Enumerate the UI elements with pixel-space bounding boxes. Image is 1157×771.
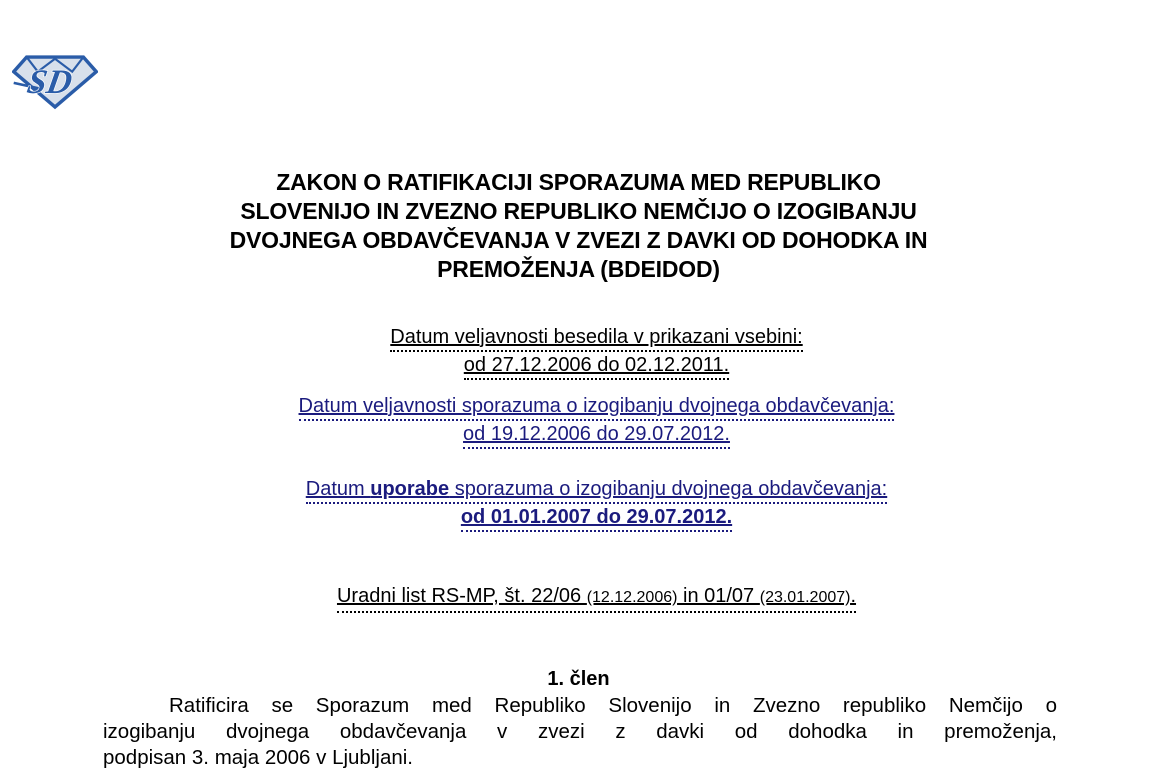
agreement-application-dates-link[interactable] (36, 476, 1157, 532)
gazette-period: . (850, 585, 857, 607)
gazette-date-2: (23.01.2007) (759, 589, 851, 606)
label-suffix: sporazuma o izogibanju dvojnega obdavčevanja: (449, 478, 888, 500)
title-line: DVOJNEGA OBDAVČEVANJA V ZVEZI Z DAVKI OD DOHODKA IN (229, 227, 928, 253)
sd-diamond-logo (12, 54, 98, 110)
paragraph-line: izogibanju dvojnega obdavčevanja v zvezi z davki od dohodka in premoženja, (103, 720, 1057, 743)
gazette-date-1: (12.12.2006) (586, 589, 678, 606)
text-validity-range[interactable]: od 27.12.2006 do 02.12.2011. (464, 353, 729, 380)
agreement-application-label[interactable] (306, 477, 887, 504)
agreement-validity-dates-link[interactable] (36, 393, 1157, 449)
gazette-reference[interactable] (337, 584, 856, 613)
article-1-body (103, 693, 1057, 771)
title-line: SLOVENIJO IN ZVEZNO REPUBLIKO NEMČIJO O IZOGIBANJU (240, 198, 917, 224)
official-gazette-reference-link[interactable] (36, 583, 1157, 613)
title-line: ZAKON O RATIFIKACIJI SPORAZUMA MED REPUBLIKO (276, 169, 881, 195)
text-validity-dates-link[interactable] (36, 324, 1157, 380)
validity-links-column (0, 324, 1157, 613)
diamond-icon (12, 54, 98, 110)
agreement-validity-label[interactable]: Datum veljavnosti sporazuma o izogibanju dvojnega obdavčevanja: (299, 394, 895, 421)
gazette-main: Uradni list RS-MP, št. 22/06 (336, 585, 587, 607)
article-1-heading: 1. člen (547, 668, 610, 690)
paragraph-line: Ratificira se Sporazum med Republiko Slovenijo in Zvezno republiko Nemčijo o (169, 694, 1057, 717)
paragraph-line: podpisan 3. maja 2006 v Ljubljani. (103, 746, 413, 769)
title-line: PREMOŽENJA (BDEIDOD) (437, 256, 720, 282)
agreement-validity-range[interactable]: od 19.12.2006 do 29.07.2012. (463, 422, 730, 449)
document-title (0, 168, 1157, 284)
agreement-application-range[interactable]: od 01.01.2007 do 29.07.2012. (461, 505, 732, 532)
text-validity-label[interactable]: Datum veljavnosti besedila v prikazani vsebini: (390, 325, 802, 352)
label-bold-word: uporabe (370, 478, 450, 500)
gazette-main: in 01/07 (677, 585, 760, 607)
label-prefix: Datum (305, 478, 371, 500)
svg-text:SD: SD (24, 63, 76, 102)
